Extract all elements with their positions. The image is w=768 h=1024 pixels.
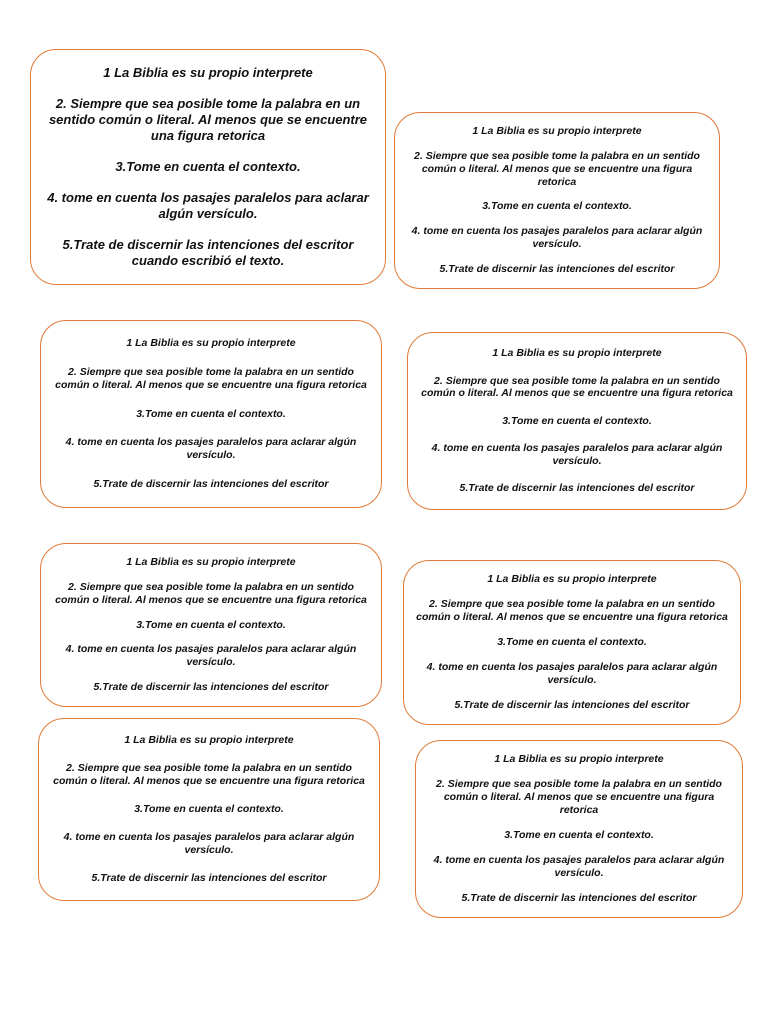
rule-3-text: 3.Tome en cuenta el contexto. [497,636,647,649]
rule-5-text: 5.Trate de discernir las intenciones del escritor [93,478,329,491]
rule-4-text: 4. tome en cuenta los pasajes paralelos para aclarar algún versículo. [47,190,369,221]
rule-1-text: 1 La Biblia es su propio interprete [494,753,664,766]
rule-3-text: 3.Tome en cuenta el contexto. [136,618,286,631]
rule-3-text: 3.Tome en cuenta el contexto. [136,407,286,420]
rule-5-text: 5.Trate de discernir las intenciones del escritor cuando escribió el texto. [62,237,354,268]
rule-2-text: 2. Siempre que sea posible tome la palabra en un sentido común o literal. Al menos que se encuentre una figura retorica [416,598,728,624]
rule-3-text: 3.Tome en cuenta el contexto. [502,414,652,427]
rule-2-text: 2. Siempre que sea posible tome la palabra en un sentido común o literal. Al menos que se encuentre una figura retorica [48,96,368,143]
rule-1-text: 1 La Biblia es su propio interprete [472,125,642,138]
rule-1-text: 1 La Biblia es su propio interprete [487,573,657,586]
rule-2-text: 2. Siempre que sea posible tome la palabra en un sentido común o literal. Al menos que se encuentre una figura retorica [436,778,722,816]
rule-3-text: 3.Tome en cuenta el contexto. [482,200,632,213]
rule-1-text: 1 La Biblia es su propio interprete [103,65,313,81]
rule-5-text: 5.Trate de discernir las intenciones del escritor [439,263,675,276]
rule-2-text: 2. Siempre que sea posible tome la palabra en un sentido común o literal. Al menos que se encuentre una figura retorica [414,149,700,188]
rule-card-6 [403,560,741,725]
rule-5-text: 5.Trate de discernir las intenciones del escritor [459,481,695,494]
rule-5-text: 5.Trate de discernir las intenciones del escritor [93,681,329,694]
rule-4-text: 4. tome en cuenta los pasajes paralelos para aclarar algún versículo. [431,441,723,467]
rule-3-text: 3.Tome en cuenta el contexto. [134,803,284,816]
rule-2-text: 2. Siempre que sea posible tome la palabra en un sentido común o literal. Al menos que se encuentre una figura retorica [55,580,367,606]
rule-4-text: 4. tome en cuenta los pasajes paralelos para aclarar algún versículo. [426,661,718,686]
rule-1-text: 1 La Biblia es su propio interprete [126,556,296,569]
rule-2-text: 2. Siempre que sea posible tome la palabra en un sentido común o literal. Al menos que se encuentre una figura retorica [421,374,733,400]
rule-3-text: 3.Tome en cuenta el contexto. [504,828,654,841]
rule-card-3 [40,320,382,508]
rule-1-text: 1 La Biblia es su propio interprete [492,347,662,360]
rule-card-7 [38,718,380,901]
rule-card-2 [394,112,720,289]
rule-card-5 [40,543,382,707]
rule-4-text: 4. tome en cuenta los pasajes paralelos para aclarar algún versículo. [433,854,725,879]
rule-2-text: 2. Siempre que sea posible tome la palabra en un sentido común o literal. Al menos que se encuentre una figura retorica [53,762,365,788]
rule-2-text: 2. Siempre que sea posible tome la palabra en un sentido común o literal. Al menos que se encuentre una figura retorica [55,365,367,391]
rule-3-text: 3.Tome en cuenta el contexto. [115,159,301,175]
rule-1-text: 1 La Biblia es su propio interprete [124,734,294,747]
rule-card-1 [30,49,386,285]
rule-4-text: 4. tome en cuenta los pasajes paralelos para aclarar algún versículo. [65,436,357,462]
rule-1-text: 1 La Biblia es su propio interprete [126,337,296,350]
rule-4-text: 4. tome en cuenta los pasajes paralelos para aclarar algún versículo. [411,225,703,251]
rule-card-8 [415,740,743,918]
rule-card-4 [407,332,747,510]
rule-4-text: 4. tome en cuenta los pasajes paralelos para aclarar algún versículo. [65,643,357,669]
rule-4-text: 4. tome en cuenta los pasajes paralelos para aclarar algún versículo. [63,831,355,856]
rule-5-text: 5.Trate de discernir las intenciones del escritor [91,871,327,884]
rule-5-text: 5.Trate de discernir las intenciones del escritor [454,698,690,711]
rule-5-text: 5.Trate de discernir las intenciones del escritor [461,891,697,904]
